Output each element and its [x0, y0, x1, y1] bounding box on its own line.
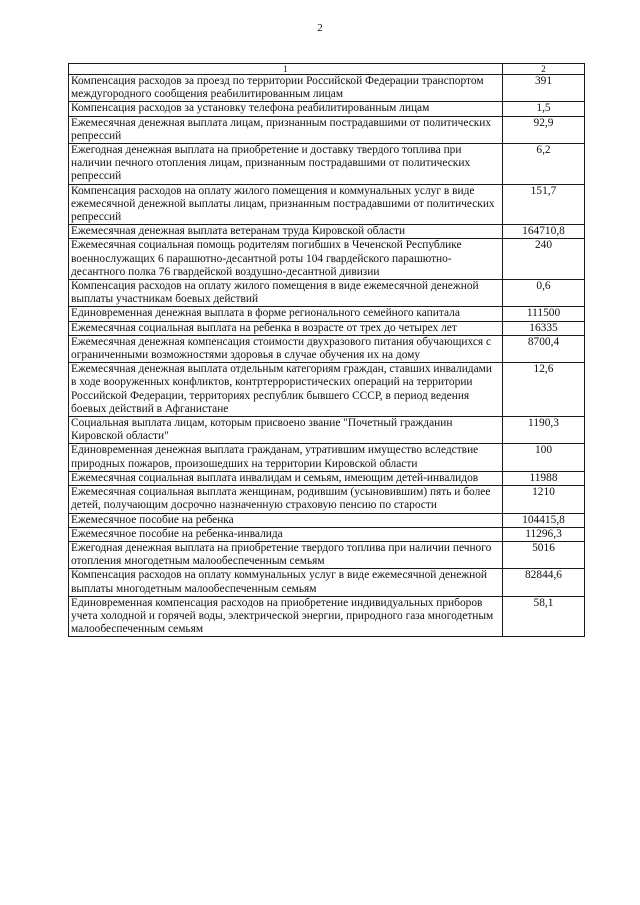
- row-amount: 0,6: [503, 280, 585, 307]
- row-amount: 391: [503, 75, 585, 102]
- row-amount: 164710,8: [503, 225, 585, 239]
- table-row: [69, 102, 585, 116]
- row-description: Единовременная денежная выплата гражданам, утратившим имущество вследствие природных пожаров, произошедших на территории Кировской области: [69, 444, 503, 471]
- benefits-table: [68, 63, 585, 637]
- row-amount: 11988: [503, 471, 585, 485]
- table-row: [69, 307, 585, 321]
- row-amount: 5016: [503, 541, 585, 568]
- table-row: [69, 225, 585, 239]
- row-description: Социальная выплата лицам, которым присвоено звание "Почетный гражданин Кировской области": [69, 417, 503, 444]
- row-description: Ежемесячная денежная компенсация стоимости двухразового питания обучающихся с ограниченными возможностями здоровья в случае обучения их на дому: [69, 335, 503, 362]
- row-description: Ежемесячная денежная выплата ветеранам труда Кировской области: [69, 225, 503, 239]
- row-amount: 100: [503, 444, 585, 471]
- page-number: 2: [317, 22, 323, 34]
- row-description: Единовременная компенсация расходов на приобретение индивидуальных приборов учета холодной и горячей воды, электрической энергии, природного газа многодетным малообеспеченным семьям: [69, 596, 503, 637]
- row-amount: 12,6: [503, 363, 585, 417]
- row-description: Ежемесячная денежная выплата отдельным категориям граждан, ставших инвалидами в ходе вооруженных конфликтов, контртеррористических операций на территории Российской Федерации, территориях республик бывшего СССР, в период ведения боевых действий в Афганистане: [69, 363, 503, 417]
- table-row: [69, 486, 585, 513]
- table-header-row: [69, 64, 585, 75]
- row-description: Единовременная денежная выплата в форме регионального семейного капитала: [69, 307, 503, 321]
- row-description: Ежемесячная социальная помощь родителям погибших в Чеченской Республике военнослужащих 6 парашютно-десантной роты 104 гвардейского парашютно-десантного полка 76 гвардейской воздушно-десантной дивизии: [69, 239, 503, 280]
- row-amount: 6,2: [503, 144, 585, 185]
- row-description: Ежемесячная социальная выплата инвалидам и семьям, имеющим детей-инвалидов: [69, 471, 503, 485]
- table-row: [69, 239, 585, 280]
- table-row: [69, 144, 585, 185]
- table-row: [69, 596, 585, 637]
- row-amount: 11296,3: [503, 527, 585, 541]
- table-row: [69, 541, 585, 568]
- table-row: [69, 116, 585, 143]
- row-amount: 104415,8: [503, 513, 585, 527]
- table-row: [69, 335, 585, 362]
- row-description: Компенсация расходов за проезд по территории Российской Федерации транспортом междугородного сообщения реабилитированным лицам: [69, 75, 503, 102]
- row-description: Ежемесячная денежная выплата лицам, признанным пострадавшими от политических репрессий: [69, 116, 503, 143]
- row-amount: 240: [503, 239, 585, 280]
- table-row: [69, 363, 585, 417]
- column-header-2: 2: [503, 64, 585, 75]
- table-row: [69, 513, 585, 527]
- row-description: Ежемесячная социальная выплата женщинам, родившим (усыновившим) пять и более детей, получающим досрочно назначенную страховую пенсию по старости: [69, 486, 503, 513]
- table-row: [69, 471, 585, 485]
- row-description: Компенсация расходов на оплату жилого помещения и коммунальных услуг в виде ежемесячной денежной выплаты лицам, признанным пострадавшими от политических репрессий: [69, 184, 503, 225]
- row-description: Компенсация расходов на оплату коммунальных услуг в виде ежемесячной денежной выплаты многодетным малообеспеченным семьям: [69, 569, 503, 596]
- row-amount: 151,7: [503, 184, 585, 225]
- row-description: Компенсация расходов на оплату жилого помещения в виде ежемесячной денежной выплаты участникам боевых действий: [69, 280, 503, 307]
- table-row: [69, 321, 585, 335]
- table-row: [69, 75, 585, 102]
- row-description: Ежемесячное пособие на ребенка: [69, 513, 503, 527]
- row-amount: 8700,4: [503, 335, 585, 362]
- table-row: [69, 280, 585, 307]
- row-description: Ежемесячное пособие на ребенка-инвалида: [69, 527, 503, 541]
- table-row: [69, 417, 585, 444]
- table-row: [69, 184, 585, 225]
- row-amount: 1190,3: [503, 417, 585, 444]
- row-description: Компенсация расходов за установку телефона реабилитированным лицам: [69, 102, 503, 116]
- table-row: [69, 569, 585, 596]
- row-amount: 1210: [503, 486, 585, 513]
- row-amount: 16335: [503, 321, 585, 335]
- row-amount: 58,1: [503, 596, 585, 637]
- table-body: [69, 75, 585, 637]
- table-row: [69, 444, 585, 471]
- row-amount: 92,9: [503, 116, 585, 143]
- row-description: Ежегодная денежная выплата на приобретение твердого топлива при наличии печного отопления многодетным малообеспеченным семьям: [69, 541, 503, 568]
- row-amount: 111500: [503, 307, 585, 321]
- row-description: Ежемесячная социальная выплата на ребенка в возрасте от трех до четырех лет: [69, 321, 503, 335]
- row-description: Ежегодная денежная выплата на приобретение и доставку твердого топлива при наличии печного отопления лицам, признанным пострадавшими от политических репрессий: [69, 144, 503, 185]
- table-row: [69, 527, 585, 541]
- row-amount: 82844,6: [503, 569, 585, 596]
- column-header-1: 1: [69, 64, 503, 75]
- row-amount: 1,5: [503, 102, 585, 116]
